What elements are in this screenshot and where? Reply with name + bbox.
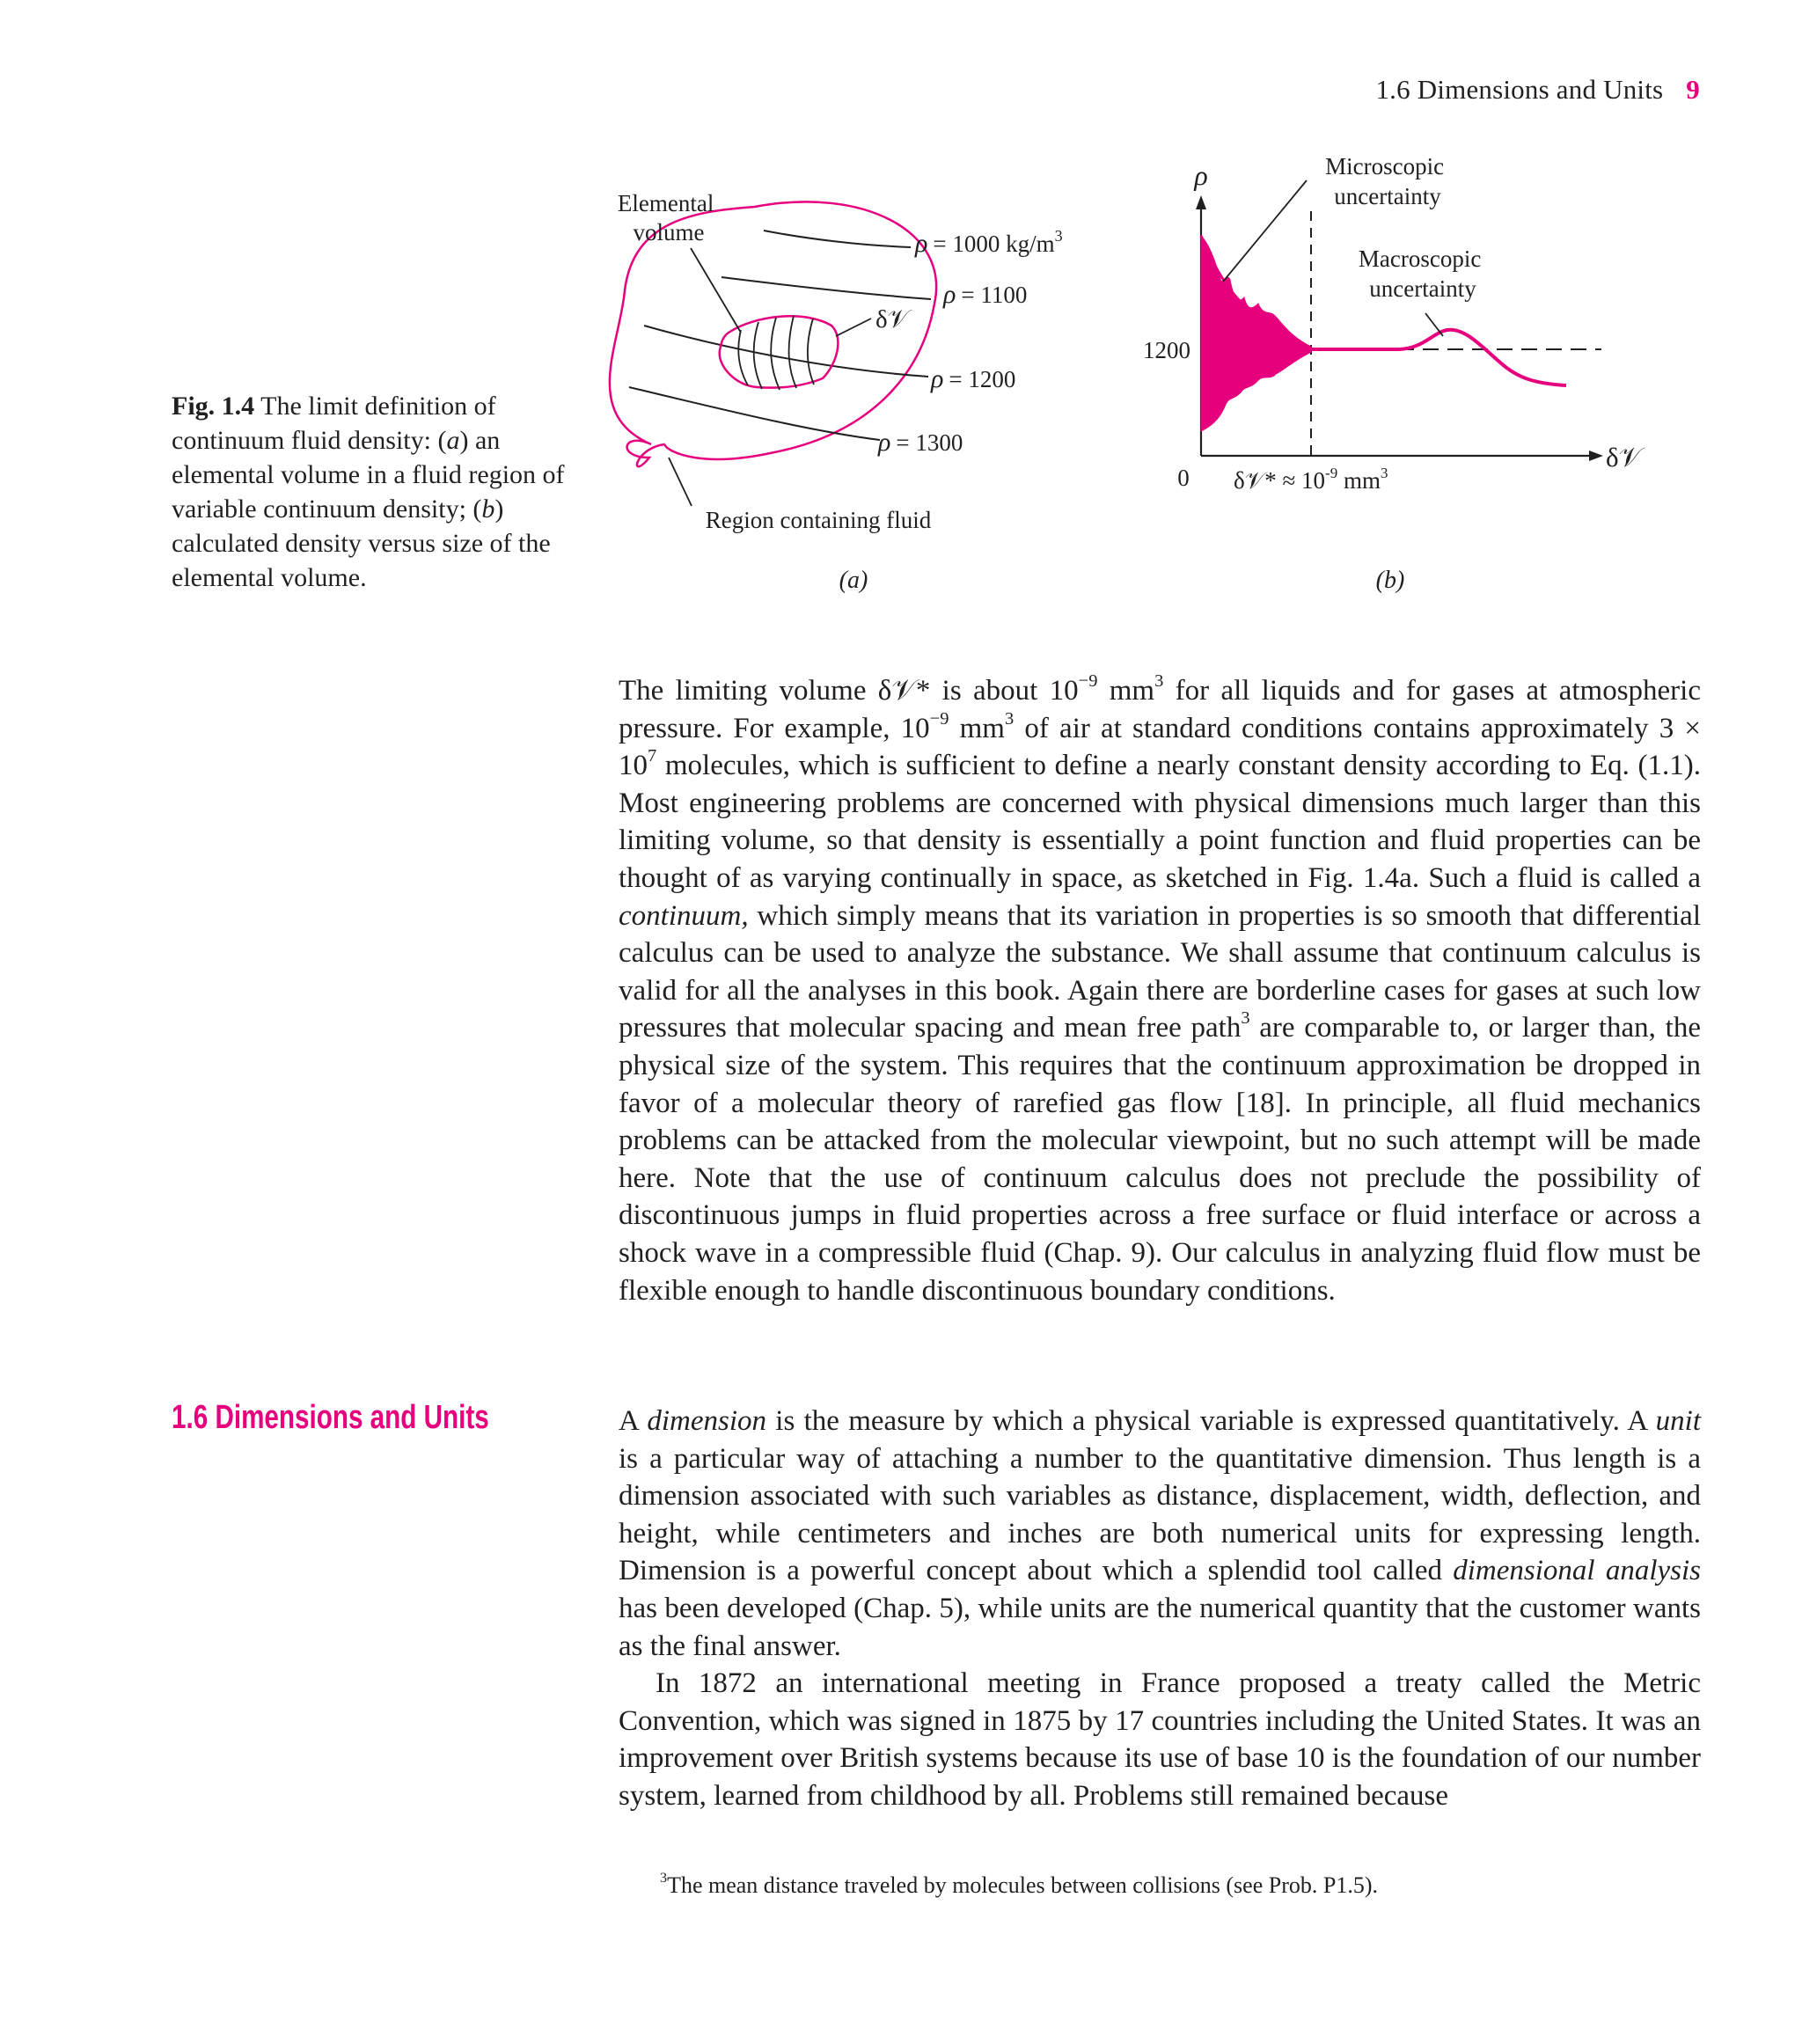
panel-b-label: (b) (1375, 567, 1405, 594)
section-body (619, 1403, 1701, 1815)
paragraph: In 1872 an international meeting in France proposed a treaty called the Metric Convention, which was signed in 1875 by 17 countries including the United States. It was an improvement over British systems because its use of base 10 is the foundation of our number system, learned from childhood by all. Problems still remained because (619, 1667, 1701, 1812)
section-heading: 1.6 Dimensions and Units (172, 1399, 489, 1436)
region-leader (669, 458, 692, 506)
caption-text: ) an elemental volume in a fluid region of variable continuum density; ( (172, 426, 565, 524)
limit-volume-label: δ𝒱* ≈ $10^{-9}$ $mm^3$ (1234, 465, 1388, 494)
contour-1000 (764, 231, 911, 247)
footnote-text: The mean distance traveled by molecules between collisions (see Prob. P1.5). (667, 1872, 1378, 1898)
elemental-volume-leader (691, 248, 741, 333)
origin-label: 0 (1177, 465, 1190, 491)
y-tick-1200: 1200 (1143, 337, 1190, 363)
density-label-1300: ρ = 1300 (878, 428, 963, 457)
elemental-volume-label: Elemental volume (617, 190, 714, 245)
delta-v-label: δ𝒱 (875, 305, 909, 333)
microscopic-leader (1223, 180, 1307, 282)
delta-v-leader (836, 319, 871, 336)
running-head-section: 1.6 Dimensions and Units (1375, 74, 1664, 105)
region-label: Region containing fluid (705, 507, 932, 533)
microscopic-label: Microscopic uncertainty (1325, 153, 1445, 209)
paragraph: A dimension is the measure by which a physical variable is expressed quantitatively. A unit is a particular way of attaching a number to the quantitative dimension. Thus length is a dimension associated with such variables as distance, displacement, width, deflection, and height, while centimeters and inches are both numerical units for expressing length. Dimension is a powerful concept about which a splendid tool called dimensional analysis has been developed (Chap. 5), while units are the numerical quantity that the customer wants as the final answer. (619, 1405, 1701, 1662)
panel-b (1143, 153, 1645, 594)
caption-text: ) calculated density versus size of the elemental volume. (172, 495, 551, 592)
caption-text: The limit definition of continuum fluid density: ( (172, 392, 496, 455)
density-label-1200: ρ = 1200 (931, 364, 1016, 393)
microscopic-uncertainty-band (1201, 236, 1311, 431)
macroscopic-leader (1425, 313, 1443, 336)
contour-1300 (629, 387, 880, 440)
footnote-ref: 3 (1241, 1008, 1250, 1029)
density-curve (1311, 330, 1566, 385)
caption-label: Fig. 1.4 (172, 392, 255, 421)
paragraph: The limiting volume δ𝒱* is about $10^{-9}$ $mm^3$ for all liquids and for gases at atmospheric pressure. For example, $10^{-9}$ $mm^3$ of air at standard conditions contains approximately $3 \times 10^7$ molecules, which is sufficient to define a nearly constant density according to Eq. (1.1). Most engineering problems are concerned with physical dimensions much larger than this limiting volume, so that density is essentially a point function and fluid properties can be thought of as varying continually in space, as sketched in Fig. 1.4a. Such a fluid is called a continuum, which simply means that its variation in properties is so smooth that differential calculus can be used to analyze the substance. We shall assume that continuum calculus is valid for all the analyses in this book. Again there are borderline cases for gases at such low pressures that molecular spacing and mean free path$^3$ are comparable to, or larger than, the physical size of the system. This requires that the continuum approximation be dropped in favor of a molecular theory of rarefied gas flow [18]. In principle, all fluid mechanics problems can be attacked from the molecular viewpoint, but no such attempt will be made here. Note that the use of continuum calculus does not preclude the possibility of discontinuous jumps in fluid properties across a free surface or fluid interface or across a shock wave in a compressible fluid (Chap. 9). Our calculus in analyzing fluid flow must be flexible enough to handle discontinuous boundary conditions. (619, 670, 1701, 1307)
figure-1-4 (0, 0, 1802, 634)
panel-a (610, 190, 1063, 594)
caption-b: b (481, 495, 495, 524)
density-contours (629, 231, 931, 440)
y-axis-arrow (1196, 195, 1206, 209)
density-label-1000: ρ = 1000 $kg/m^3$ (915, 227, 1063, 258)
panel-a-label: (a) (839, 567, 868, 594)
y-axis-label: ρ (1194, 159, 1208, 191)
macroscopic-label: Macroscopic uncertainty (1358, 245, 1482, 302)
caption-a: a (446, 426, 460, 455)
x-axis-arrow (1589, 451, 1603, 461)
footnote-marker: 3 (660, 1870, 668, 1886)
elemental-volume-hatch (738, 316, 814, 390)
body-paragraph-continuum (619, 672, 1701, 1309)
density-label-1100: ρ = 1100 (943, 280, 1028, 309)
x-axis-label: δ𝒱 (1606, 442, 1642, 473)
footnote (660, 1872, 1378, 1899)
contour-1100 (722, 277, 931, 299)
page-number: 9 (1686, 74, 1700, 105)
